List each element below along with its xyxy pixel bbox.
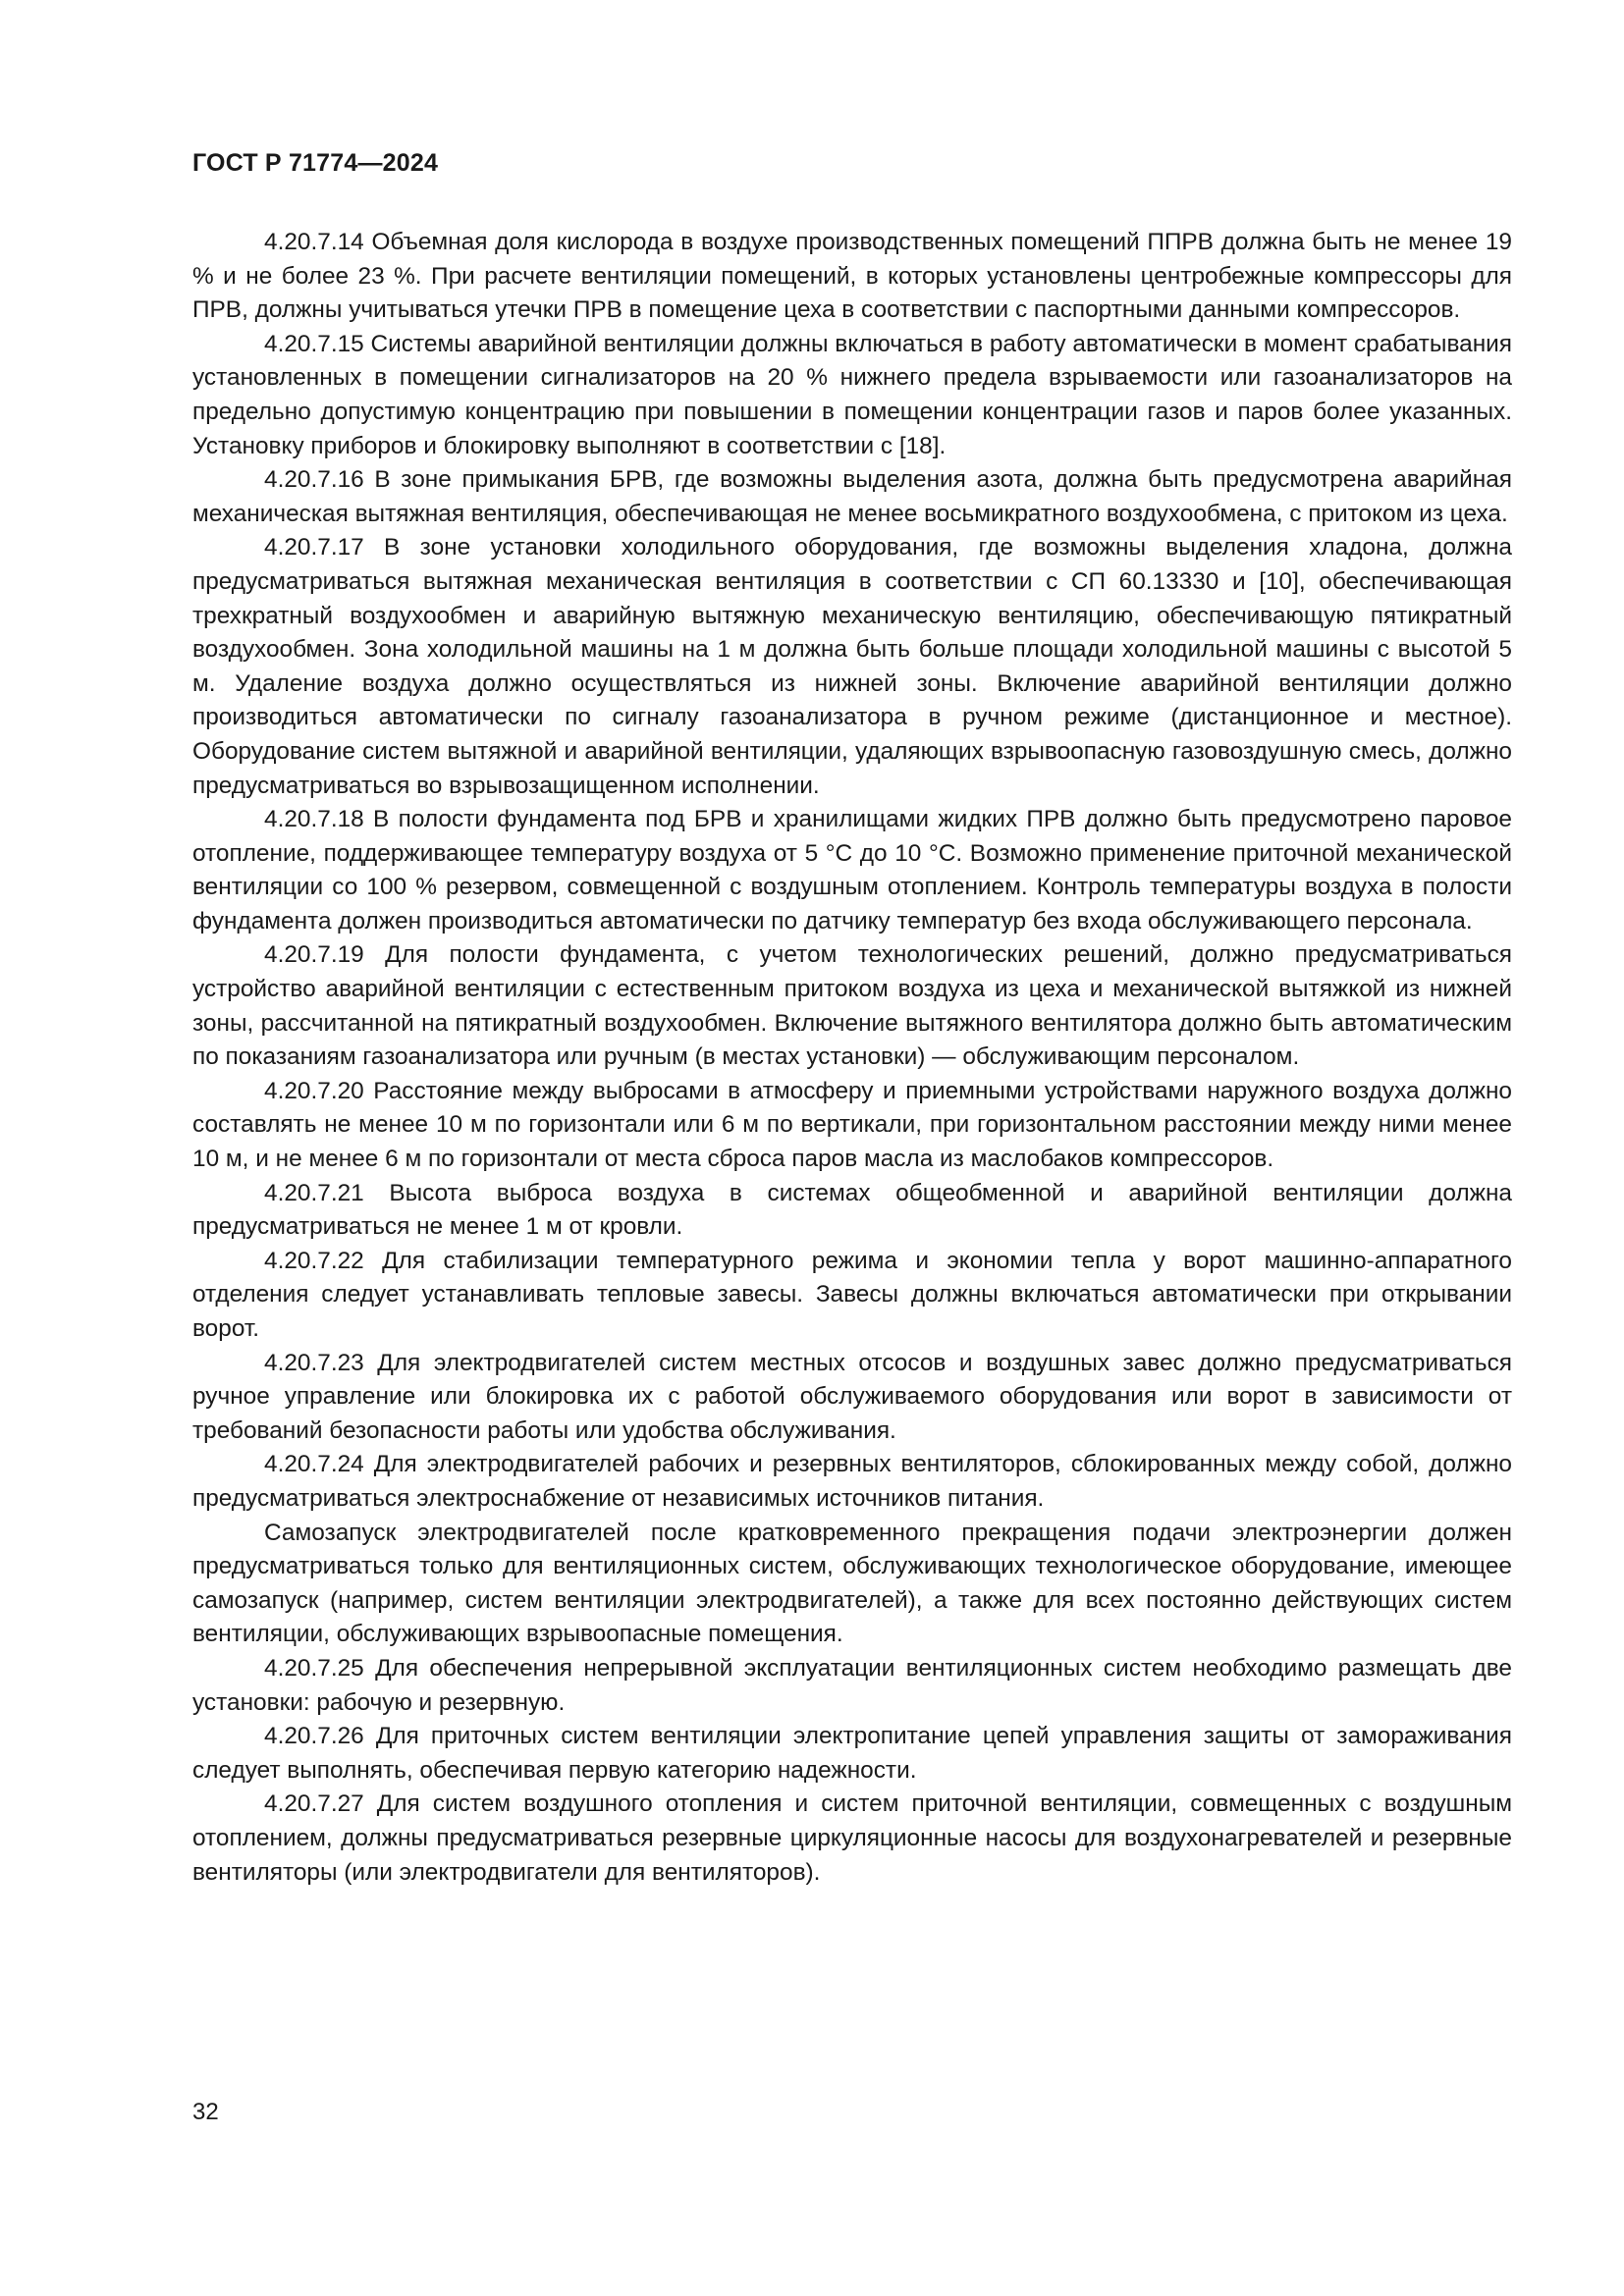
paragraph-4-20-7-24: 4.20.7.24 Для электродвигателей рабочих и резервных вентиляторов, сблокированных между собой, должно предусматриваться электроснабжение от независимых источников питания.	[192, 1451, 1512, 1512]
page-number: 32	[192, 2099, 219, 2125]
paragraph-4-20-7-16: 4.20.7.16 В зоне примыкания БРВ, где возможны выделения азота, должна быть предусмотрена аварийная механическая вытяжная вентиляция, обеспечивающая не менее восьмикратного воздухообмена, с притоком из цеха.	[192, 466, 1512, 527]
paragraph-4-20-7-21: 4.20.7.21 Высота выброса воздуха в системах общеобменной и аварийной вентиляции должна предусматриваться не менее 1 м от кровли.	[192, 1179, 1512, 1241]
paragraph-4-20-7-20: 4.20.7.20 Расстояние между выбросами в атмосферу и приемными устройствами наружного воздуха должно составлять не менее 10 м по горизонтали или 6 м по вертикали, при горизонтальном расстоянии между ними менее 10 м, и не менее 6 м по горизонтали от места сброса паров масла из маслобаков компрессоров.	[192, 1077, 1512, 1173]
paragraph-4-20-7-14: 4.20.7.14 Объемная доля кислорода в воздухе производственных помещений ППРВ должна быть не менее 19 % и не более 23 %. При расчете вентиляции помещений, в которых установлены центробежные компрессоры для ПРВ, должны учитываться утечки ПРВ в помещение цеха в соответствии с паспортными данными компрессоров.	[192, 229, 1512, 324]
paragraph-4-20-7-23: 4.20.7.23 Для электродвигателей систем местных отсосов и воздушных завес должно предусматриваться ручное управление или блокировка их с работой обслуживаемого оборудования или ворот в зависимости от требований безопасности работы или удобства обслуживания.	[192, 1349, 1512, 1444]
paragraph-4-20-7-22: 4.20.7.22 Для стабилизации температурного режима и экономии тепла у ворот машинно-аппаратного отделения следует устанавливать тепловые завесы. Завесы должны включаться автоматически при открывании ворот.	[192, 1247, 1512, 1342]
paragraph-4-20-7-25: 4.20.7.25 Для обеспечения непрерывной эксплуатации вентиляционных систем необходимо размещать две установки: рабочую и резервную.	[192, 1654, 1512, 1716]
paragraph-4-20-7-19: 4.20.7.19 Для полости фундамента, с учетом технологических решений, должно предусматриваться устройство аварийной вентиляции с естественным притоком воздуха из цеха и механической вытяжкой из нижней зоны, рассчитанной на пятикратный воздухообмен. Включение вытяжного вентилятора должно быть автоматическим по показаниям газоанализатора или ручным (в местах установки) — обслуживающим персоналом.	[192, 941, 1512, 1071]
paragraph-4-20-7-15: 4.20.7.15 Системы аварийной вентиляции должны включаться в работу автоматически в момент срабатывания установленных в помещении сигнализаторов на 20 % нижнего предела взрываемости или газоанализаторов на предельно допустимую концентрацию при повышении в помещении концентрации газов и паров более указанных. Установку приборов и блокировку выполняют в соответствии с [18].	[192, 330, 1512, 459]
paragraph-4-20-7-26: 4.20.7.26 Для приточных систем вентиляции электропитание цепей управления защиты от замораживания следует выполнять, обеспечивая первую категорию надежности.	[192, 1723, 1512, 1784]
paragraph-self-start: Самозапуск электродвигателей после кратковременного прекращения подачи электроэнергии должен предусматриваться только для вентиляционных систем, обслуживающих технологическое оборудование, имеющее самозапуск (например, систем вентиляции электродвигателей), а также для всех постоянно действующих систем вентиляции, обслуживающих взрывоопасные помещения.	[192, 1519, 1512, 1648]
standard-code-header: ГОСТ Р 71774—2024	[192, 149, 439, 177]
paragraph-4-20-7-17: 4.20.7.17 В зоне установки холодильного оборудования, где возможны выделения хладона, должна предусматриваться вытяжная механическая вентиляция в соответствии с СП 60.13330 и [10], обеспечивающая трехкратный воздухообмен и аварийную вытяжную механическую вентиляцию, обеспечивающую пятикратный воздухообмен. Зона холодильной машины на 1 м должна быть больше площади холодильной машины с высотой 5 м. Удаление воздуха должно осуществляться из нижней зоны. Включение аварийной вентиляции должно производиться автоматически по сигналу газоанализатора в ручном режиме (дистанционное и местное). Оборудование систем вытяжной и аварийной вентиляции, удаляющих взрывоопасную газовоздушную смесь, должно предусматриваться во взрывозащищенном исполнении.	[192, 534, 1512, 799]
document-body	[192, 226, 1512, 1890]
paragraph-4-20-7-27: 4.20.7.27 Для систем воздушного отопления и систем приточной вентиляции, совмещенных с воздушным отоплением, должны предусматриваться резервные циркуляционные насосы для воздухонагревателей и резервные вентиляторы (или электродвигатели для вентиляторов).	[192, 1790, 1512, 1886]
paragraph-4-20-7-18: 4.20.7.18 В полости фундамента под БРВ и хранилищами жидких ПРВ должно быть предусмотрено паровое отопление, поддерживающее температуру воздуха от 5 °С до 10 °С. Возможно применение приточной механической вентиляции со 100 % резервом, совмещенной с воздушным отоплением. Контроль температуры воздуха в полости фундамента должен производиться автоматически по датчику температур без входа обслуживающего персонала.	[192, 806, 1512, 934]
